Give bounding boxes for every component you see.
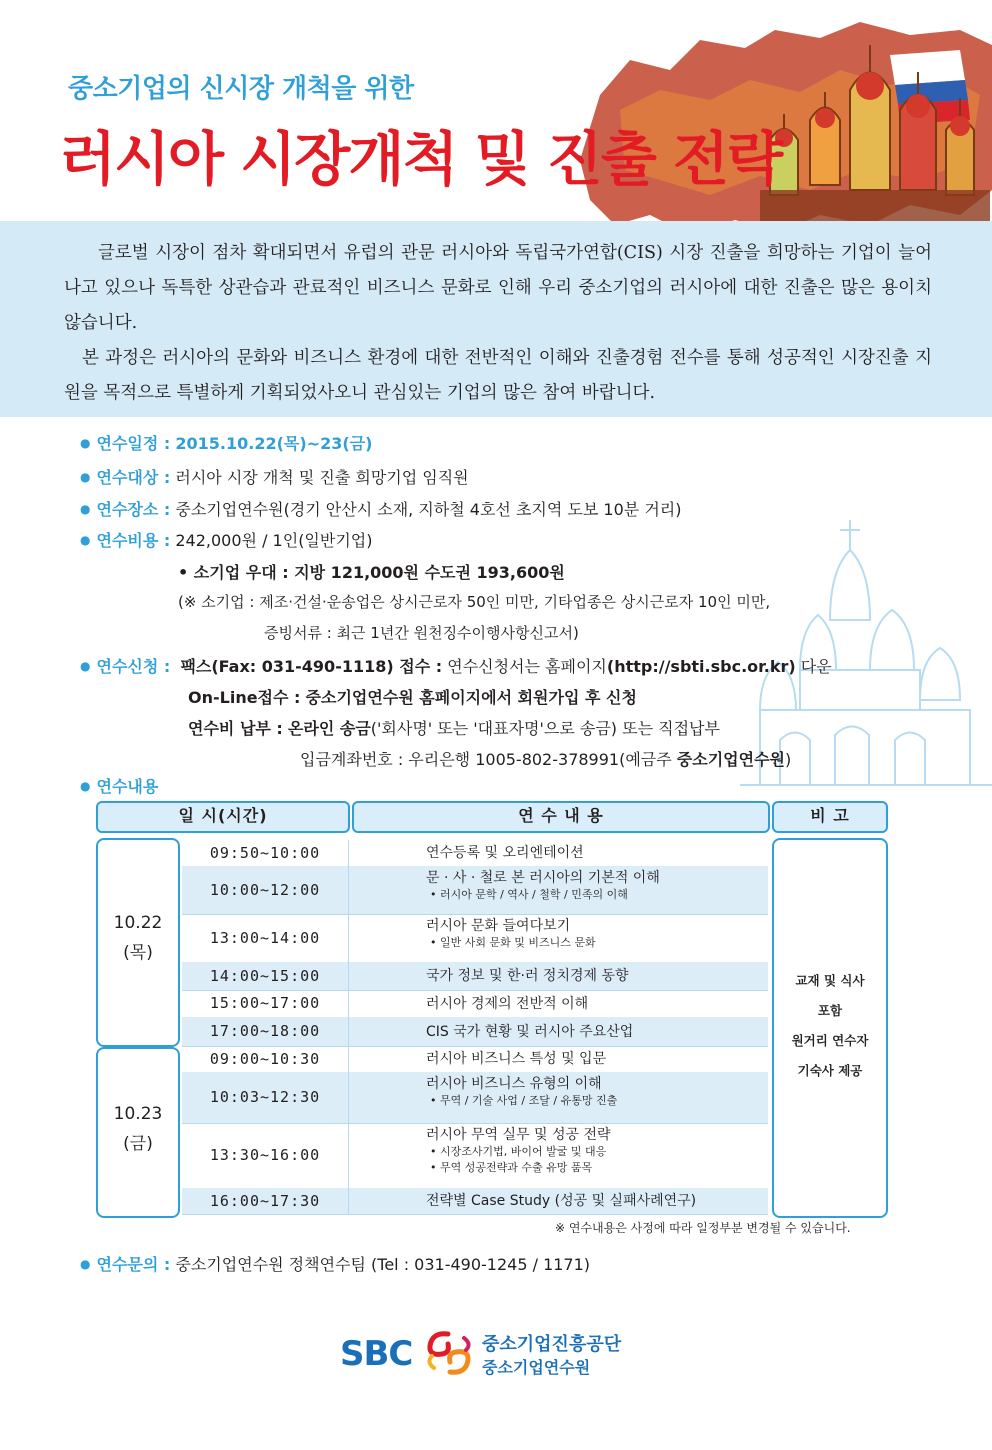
note-line-2: 포함 <box>817 1003 843 1018</box>
row-subitem: • 무역 성공전략과 수출 유망 품목 <box>430 1161 593 1174</box>
table-row <box>182 914 768 963</box>
row-title: 국가 정보 및 한·러 정치경제 동향 <box>426 968 629 984</box>
row-content <box>426 1075 617 1109</box>
row-title: 러시아 문화 들여다보기 <box>426 918 571 934</box>
content-heading <box>80 774 158 797</box>
row-content <box>426 869 660 903</box>
table-header-note: 비 고 <box>772 801 888 833</box>
schedule-label: 연수일정 : <box>96 434 171 453</box>
row-time: 10:00~12:00 <box>182 866 349 914</box>
bullet-icon: ● <box>80 502 91 516</box>
row-title: 전략별 Case Study (성공 및 실패사례연구) <box>426 1193 697 1209</box>
row-content <box>426 1023 633 1041</box>
inquiry-value: 중소기업연수원 정책연수팀 (Tel : 031-490-1245 / 1171) <box>175 1255 591 1274</box>
apply-account-value: 입금계좌번호 : 우리은행 1005-802-378991(예금주 <box>300 750 672 769</box>
bullet-icon: ● <box>80 779 91 793</box>
schedule-line <box>80 431 372 454</box>
row-time: 15:00~17:00 <box>182 990 349 1017</box>
bullet-icon: ● <box>80 1257 91 1271</box>
target-label: 연수대상 : <box>96 468 171 487</box>
apply-online-label: On-Line접수 : <box>188 688 301 707</box>
row-content <box>426 917 596 951</box>
fee-small-value: 지방 121,000원 수도권 193,600원 <box>294 563 565 582</box>
table-header-content: 연 수 내 용 <box>352 801 770 833</box>
target-value: 러시아 시장 개척 및 진출 희망기업 임직원 <box>175 468 469 487</box>
note-line-4: 기숙사 제공 <box>797 1063 863 1078</box>
row-title: 문 · 사 · 철로 본 러시아의 기본적 이해 <box>426 870 660 886</box>
row-time: 13:00~14:00 <box>182 914 349 962</box>
note-cell <box>772 838 888 1218</box>
row-time: 09:50~10:00 <box>182 840 349 866</box>
row-time: 10:03~12:30 <box>182 1072 349 1123</box>
intro-paragraph-2: 본 과정은 러시아의 문화와 비즈니스 환경에 대한 전반적인 이해와 진출경험 전수를 통해 성공적인 시장진출 지원을 목적으로 특별하게 기획되었사오니 관심있는 기업의 많은 참여 바랍니다. <box>64 348 932 403</box>
table-row <box>182 1188 768 1215</box>
row-time: 17:00~18:00 <box>182 1017 349 1046</box>
bullet-icon: ● <box>80 436 91 450</box>
apply-account-close: ) <box>785 750 792 769</box>
sbc-logo-text: SBC <box>340 1334 413 1374</box>
apply-fax-value: 연수신청서는 홈페이지 <box>447 657 607 676</box>
row-subitem: • 무역 / 기술 사업 / 조달 / 유통망 진출 <box>430 1094 618 1107</box>
apply-pay-line <box>188 716 720 739</box>
fee-label: 연수비용 : <box>96 531 171 550</box>
row-subitem: • 러시아 문학 / 역사 / 철학 / 민족의 이해 <box>430 888 628 901</box>
day-2-date: 10.23 <box>113 1104 163 1124</box>
row-time: 16:00~17:30 <box>182 1188 349 1214</box>
row-content <box>426 995 588 1013</box>
fee-small-business-line <box>178 560 565 583</box>
table-footnote: ※ 연수내용은 사정에 따라 일정부분 변경될 수 있습니다. <box>555 1221 851 1235</box>
row-title: 러시아 비즈니스 유형의 이해 <box>426 1076 602 1092</box>
bullet-icon: ● <box>80 659 91 673</box>
row-content <box>426 1050 606 1068</box>
day-2-weekday: (금) <box>123 1134 153 1154</box>
table-row <box>182 866 768 915</box>
target-line <box>80 465 469 488</box>
row-title: CIS 국가 현황 및 러시아 주요산업 <box>426 1023 634 1040</box>
row-title: 러시아 경제의 전반적 이해 <box>426 995 589 1012</box>
apply-fax-label: 팩스(Fax: 031-490-1118) 접수 : <box>180 657 443 676</box>
bullet-icon: ● <box>80 533 91 547</box>
fee-line <box>80 528 373 551</box>
content-label: 연수내용 <box>96 777 159 796</box>
table-row <box>182 1046 768 1073</box>
schedule-value: 2015.10.22(목)~23(금) <box>175 434 373 453</box>
apply-fax-tail: 다운 <box>800 657 832 676</box>
fee-small-label: • 소기업 우대 : <box>178 563 289 582</box>
inquiry-line <box>80 1252 590 1275</box>
apply-pay-bold: 온라인 송금 <box>287 719 371 738</box>
org-name-2: 중소기업연수원 <box>482 1358 591 1377</box>
bullet-icon: ● <box>80 470 91 484</box>
row-content <box>426 844 584 862</box>
table-row <box>182 1072 768 1124</box>
apply-online-line <box>188 685 637 708</box>
row-title: 연수등록 및 오리엔테이션 <box>426 845 584 861</box>
day-1-weekday: (목) <box>123 943 153 963</box>
place-line <box>80 497 682 520</box>
row-title: 러시아 비즈니스 특성 및 입문 <box>426 1051 607 1067</box>
apply-online-value: 중소기업연수원 홈페이지에서 회원가입 후 신청 <box>305 688 637 707</box>
table-row <box>182 1017 768 1047</box>
subtitle: 중소기업의 신시장 개척을 위한 <box>68 74 414 104</box>
row-title: 러시아 무역 실무 및 성공 전략 <box>426 1127 611 1143</box>
place-value: 중소기업연수원(경기 안산시 소재, 지하철 4호선 초지역 도보 10분 거리) <box>175 500 682 519</box>
row-subitem: • 일반 사회 문화 및 비즈니스 문화 <box>430 936 596 949</box>
row-subitem: • 시장조사기법, 바이어 발굴 및 대응 <box>430 1145 607 1158</box>
intro-band <box>0 221 992 417</box>
inquiry-label: 연수문의 : <box>96 1255 171 1274</box>
row-time: 09:00~10:30 <box>182 1046 349 1072</box>
day-cell-1 <box>96 838 180 1047</box>
table-row <box>182 1123 768 1189</box>
table-row <box>182 840 768 867</box>
org-name-1: 중소기업진흥공단 <box>482 1334 622 1355</box>
row-content <box>426 967 629 985</box>
table-header-time: 일 시(시간) <box>96 801 350 833</box>
fee-value: 242,000원 / 1인(일반기업) <box>175 531 373 550</box>
day-cell-2 <box>96 1047 180 1218</box>
row-content <box>426 1192 696 1210</box>
apply-pay-value: ('회사명' 또는 '대표자명'으로 송금) 또는 직접납부 <box>370 719 720 738</box>
intro-paragraph-1: 글로벌 시장이 점차 확대되면서 유럽의 관문 러시아와 독립국가연합(CIS) 시장 진출을 희망하는 기업이 늘어나고 있으나 독특한 상관습과 관료적인 비즈니스 문화로 인해 우리 중소기업의 러시아에 대한 진출은 많은 용이치 않습니다. <box>64 243 932 333</box>
apply-fax-url[interactable]: (http://sbti.sbc.or.kr) <box>606 657 796 676</box>
apply-line <box>80 654 832 677</box>
row-content <box>426 1126 611 1176</box>
note-line-1: 교재 및 식사 <box>795 973 865 988</box>
apply-label: 연수신청 : <box>96 657 171 676</box>
row-time: 14:00~15:00 <box>182 962 349 990</box>
row-time: 13:30~16:00 <box>182 1123 349 1188</box>
fee-note-2: 증빙서류 : 최근 1년간 원천징수이행사항신고서) <box>264 624 579 642</box>
table-row <box>182 962 768 991</box>
note-line-3: 원거리 연수자 <box>791 1033 869 1048</box>
day-1-date: 10.22 <box>113 913 163 933</box>
sbc-logo-mark-icon <box>420 1328 478 1378</box>
apply-pay-label: 연수비 납부 : <box>188 719 283 738</box>
fee-note-1: (※ 소기업 : 제조·건설·운송업은 상시근로자 50인 미만, 기타업종은 상시근로자 10인 미만, <box>178 593 771 611</box>
apply-account-line <box>300 747 791 770</box>
table-row <box>182 990 768 1018</box>
apply-account-holder: 중소기업연수원 <box>676 750 785 769</box>
page-title: 러시아 시장개척 및 진출 전략 <box>60 125 782 193</box>
place-label: 연수장소 : <box>96 500 171 519</box>
